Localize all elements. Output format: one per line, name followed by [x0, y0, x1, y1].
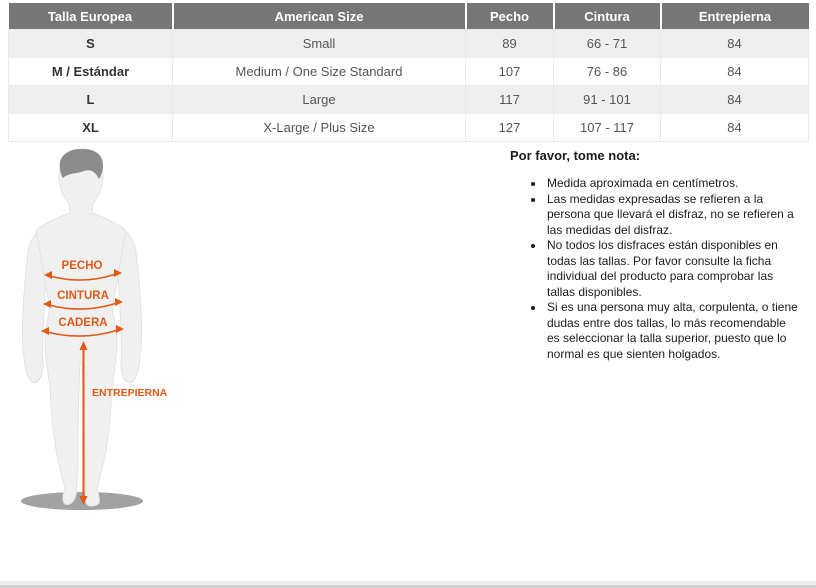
cell-size-us: Medium / One Size Standard: [173, 58, 466, 86]
cell-inseam: 84: [661, 58, 809, 86]
column-header-american-size: American Size: [173, 3, 466, 30]
note-item: • No todos los disfraces están disponibles en todas las tallas. Por favor consulte la ficha individual del producto para comprobar las tallas disponibles.: [545, 238, 799, 300]
notes-section: [508, 148, 810, 362]
table-row-s: [9, 30, 809, 58]
note-item: • Medida aproximada en centímetros.: [545, 176, 799, 192]
cell-waist: 66 - 71: [554, 30, 661, 58]
size-table: [8, 3, 809, 142]
cell-inseam: 84: [661, 30, 809, 58]
cell-chest: 89: [466, 30, 554, 58]
cell-chest: 127: [466, 114, 554, 142]
column-header-entrepierna: Entrepierna: [661, 3, 809, 30]
cell-waist: 91 - 101: [554, 86, 661, 114]
note-item: • Las medidas expresadas se refieren a la persona que llevará el disfraz, no se refieren a las medidas del disfraz.: [545, 192, 799, 239]
inseam-label: ENTREPIERNA: [92, 387, 168, 399]
bottom-divider: [0, 581, 816, 588]
cell-chest: 107: [466, 58, 554, 86]
cell-size-eu: M / Estándar: [9, 58, 173, 86]
waist-label: CINTURA: [57, 290, 109, 302]
body-silhouette: [36, 152, 126, 506]
cell-size-eu: S: [9, 30, 173, 58]
column-header-talla-europea: Talla Europea: [9, 3, 173, 30]
cell-waist: 107 - 117: [554, 114, 661, 142]
hip-label: CADERA: [58, 317, 108, 329]
cell-size-us: Small: [173, 30, 466, 58]
measurement-figure: [0, 145, 180, 525]
column-header-cintura: Cintura: [554, 3, 661, 30]
table-row-xl: [9, 114, 809, 142]
notes-title: Por favor, tome nota:: [510, 148, 641, 163]
notes-list: [508, 176, 810, 362]
cell-size-eu: XL: [9, 114, 173, 142]
table-row-l: [9, 86, 809, 114]
column-header-pecho: Pecho: [466, 3, 554, 30]
cell-inseam: 84: [661, 86, 809, 114]
table-row-m: [9, 58, 809, 86]
cell-inseam: 84: [661, 114, 809, 142]
note-item: • Si es una persona muy alta, corpulenta, o tiene dudas entre dos tallas, lo más recomendable es seleccionar la talla superior, puesto que lo normal es que sienten holgados.: [545, 300, 799, 362]
cell-chest: 117: [466, 86, 554, 114]
cell-size-eu: L: [9, 86, 173, 114]
cell-size-us: X-Large / Plus Size: [173, 114, 466, 142]
cell-size-us: Large: [173, 86, 466, 114]
size-table-header-row: [9, 3, 809, 30]
chest-label: PECHO: [61, 260, 103, 272]
cell-waist: 76 - 86: [554, 58, 661, 86]
